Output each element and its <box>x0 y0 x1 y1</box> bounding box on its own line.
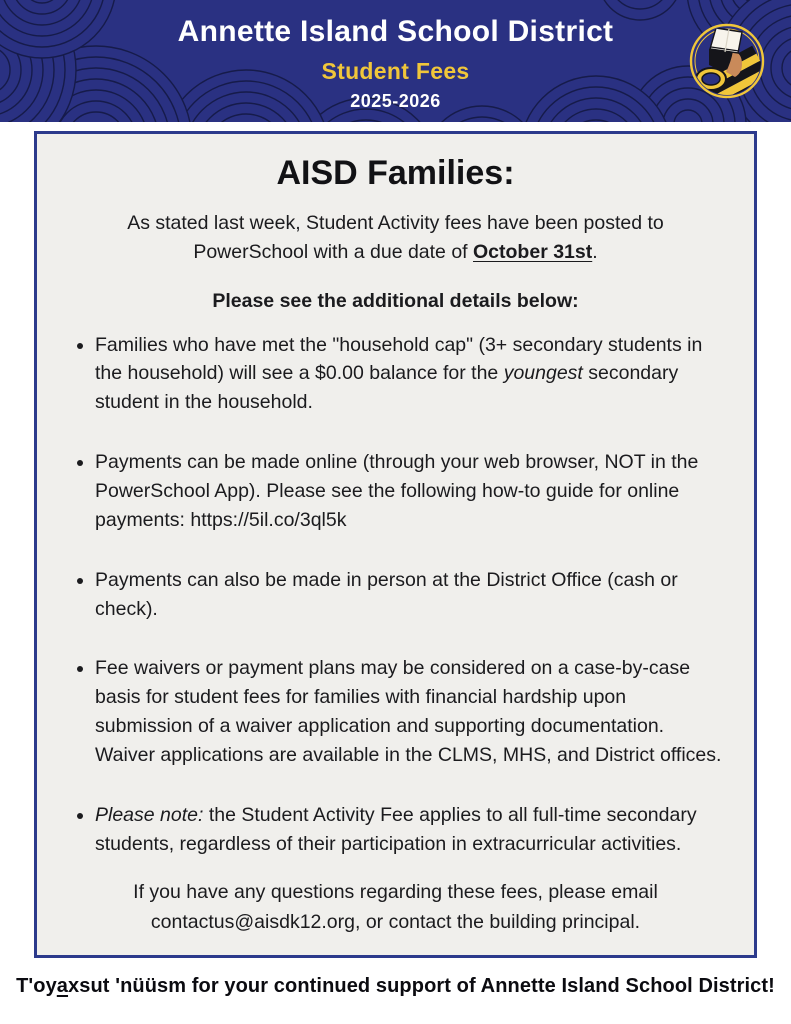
notice-heading: AISD Families: <box>276 154 515 192</box>
district-logo-icon <box>689 23 765 99</box>
school-year: 2025-2026 <box>350 90 441 111</box>
details-subheading: Please see the additional details below: <box>212 289 579 312</box>
detail-bullet-item: • Payments can also be made in person at the District Office (cash or check). <box>95 566 728 624</box>
header-text-block <box>0 0 791 112</box>
intro-paragraph: As stated last week, Student Activity fees have been posted to PowerSchool with a due date of October 31st. <box>127 212 664 264</box>
detail-bullet-item: • Families who have met the "household cap" (3+ secondary students in the household) will see a $0.00 balance for the youngest secondary student in the household. <box>95 331 728 418</box>
district-title: Annette Island School District <box>177 15 614 48</box>
details-list <box>63 331 728 859</box>
footer-thank-you-message: T'oyaxsut 'nüüsm for your continued support of Annette Island School District! <box>16 975 775 997</box>
closing-paragraph: If you have any questions regarding these fees, please email contactus@aisdk12.org, or contact the building principal. <box>133 880 658 933</box>
notice-box <box>34 131 757 958</box>
detail-bullet-item: • Please note: the Student Activity Fee applies to all full-time secondary students, regardless of their participation in extracurricular activities. <box>95 801 728 859</box>
header-banner <box>0 0 791 122</box>
page-title: Student Fees <box>321 57 470 84</box>
detail-bullet-item: • Payments can be made online (through your web browser, NOT in the PowerSchool App). Please see the following how-to guide for online payments: https://5il.co/3ql5k <box>95 448 728 535</box>
detail-bullet-item: • Fee waivers or payment plans may be considered on a case-by-case basis for student fees for families with financial hardship upon submission of a waiver application and supporting documentation. Waiver applications are available in the CLMS, MHS, and District offices. <box>95 654 728 769</box>
